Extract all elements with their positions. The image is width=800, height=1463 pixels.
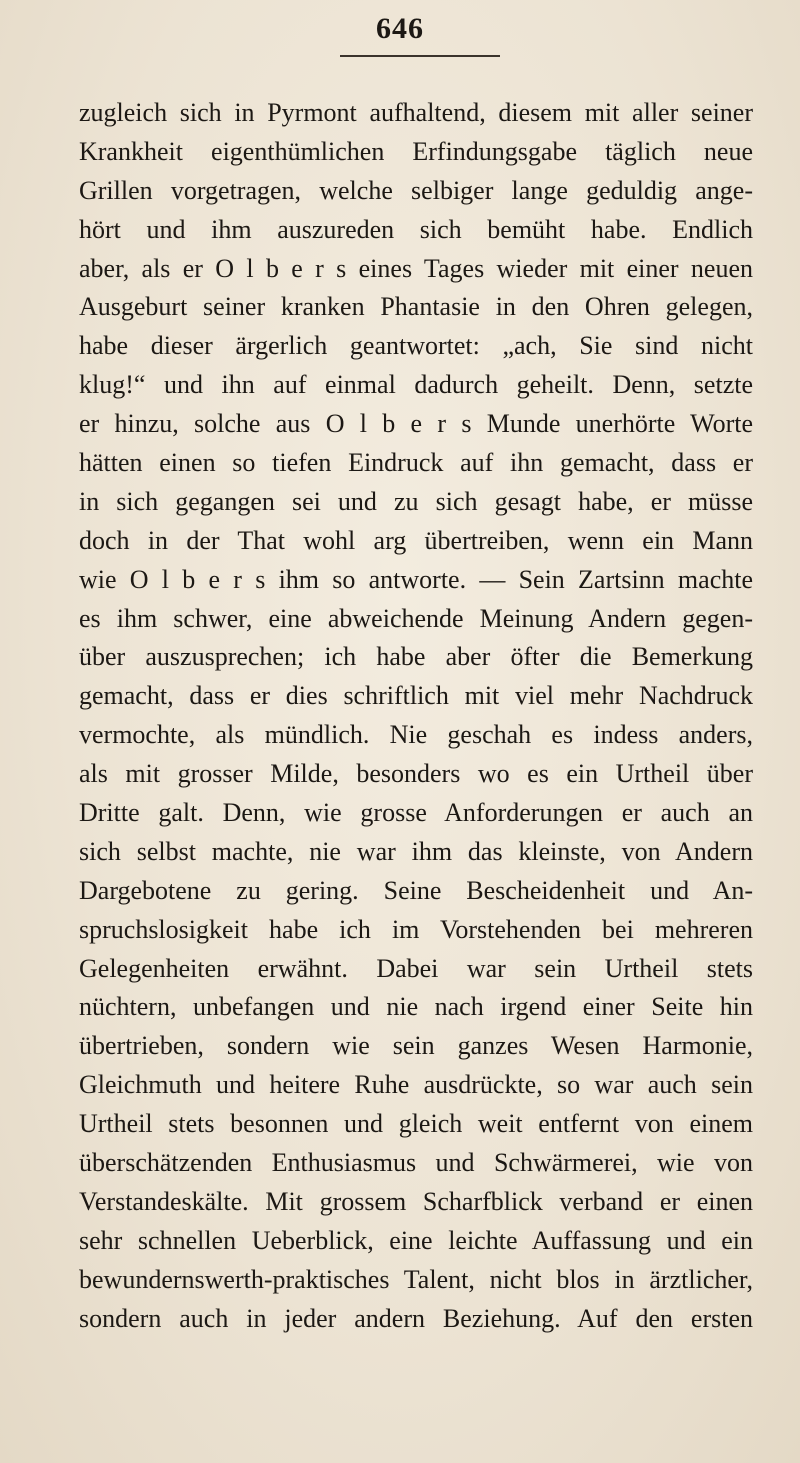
text-line: es ihm schwer, eine abweichende Meinung Andern gegen- [79, 603, 753, 633]
text-line: sehr schnellen Ueberblick, eine leichte Auffassung und ein [79, 1225, 753, 1255]
text-line: hört und ihm auszureden sich bemüht habe. Endlich [79, 214, 753, 244]
text-line: er hinzu, solche aus O l b e r s Munde unerhörte Worte [79, 409, 753, 439]
text-line: Grillen vorgetragen, welche selbiger lange geduldig ange- [79, 175, 753, 205]
text-line: doch in der That wohl arg übertreiben, wenn ein Mann [79, 525, 753, 555]
text-line: Dritte galt. Denn, wie grosse Anforderungen er auch an [79, 798, 753, 828]
text-line: habe dieser ärgerlich geantwortet: „ach, Sie sind nicht [79, 331, 753, 361]
text-line: zugleich sich in Pyrmont aufhaltend, diesem mit aller seiner [79, 98, 753, 127]
text-line: Gelegenheiten erwähnt. Dabei war sein Urtheil stets [79, 953, 753, 983]
body-text [79, 94, 753, 1339]
text-line: Gleichmuth und heitere Ruhe ausdrückte, so war auch sein [79, 1070, 753, 1100]
text-line: bewundernswerth-praktisches Talent, nicht blos in ärztlicher, [79, 1264, 753, 1294]
page-number: 646 [376, 12, 424, 45]
text-line: in sich gegangen sei und zu sich gesagt habe, er müsse [79, 486, 753, 516]
text-line: sich selbst machte, nie war ihm das kleinste, von Andern [79, 836, 753, 866]
header-rule [340, 55, 500, 57]
text-line: spruchslosigkeit habe ich im Vorstehenden bei mehreren [79, 914, 753, 944]
text-line: sondern auch in jeder andern Beziehung. Auf den ersten [79, 1303, 753, 1333]
text-line: als mit grosser Milde, besonders wo es ein Urtheil über [79, 759, 753, 789]
text-line: gemacht, dass er dies schriftlich mit viel mehr Nachdruck [79, 681, 753, 711]
text-line: überschätzenden Enthusiasmus und Schwärmerei, wie von [79, 1148, 753, 1178]
text-line: Verstandeskälte. Mit grossem Scharfblick verband er einen [79, 1186, 753, 1216]
text-line: hätten einen so tiefen Eindruck auf ihn gemacht, dass er [79, 448, 753, 478]
text-line: übertrieben, sondern wie sein ganzes Wesen Harmonie, [79, 1031, 753, 1061]
text-line: wie O l b e r s ihm so antworte. — Sein Zartsinn machte [79, 564, 753, 594]
text-line: vermochte, als mündlich. Nie geschah es indess anders, [79, 720, 753, 750]
text-line: aber, als er O l b e r s eines Tages wieder mit einer neuen [79, 253, 753, 283]
text-line: klug!“ und ihn auf einmal dadurch geheilt. Denn, setzte [79, 370, 753, 400]
text-line: Krankheit eigenthümlichen Erfindungsgabe täglich neue [79, 136, 753, 166]
text-line: Ausgeburt seiner kranken Phantasie in den Ohren gelegen, [79, 292, 753, 322]
text-line: Urtheil stets besonnen und gleich weit entfernt von einem [79, 1109, 753, 1139]
text-line: über auszusprechen; ich habe aber öfter die Bemerkung [79, 642, 753, 672]
text-line: Dargebotene zu gering. Seine Bescheidenheit und An- [79, 875, 753, 905]
text-line: nüchtern, unbefangen und nie nach irgend einer Seite hin [79, 992, 753, 1022]
